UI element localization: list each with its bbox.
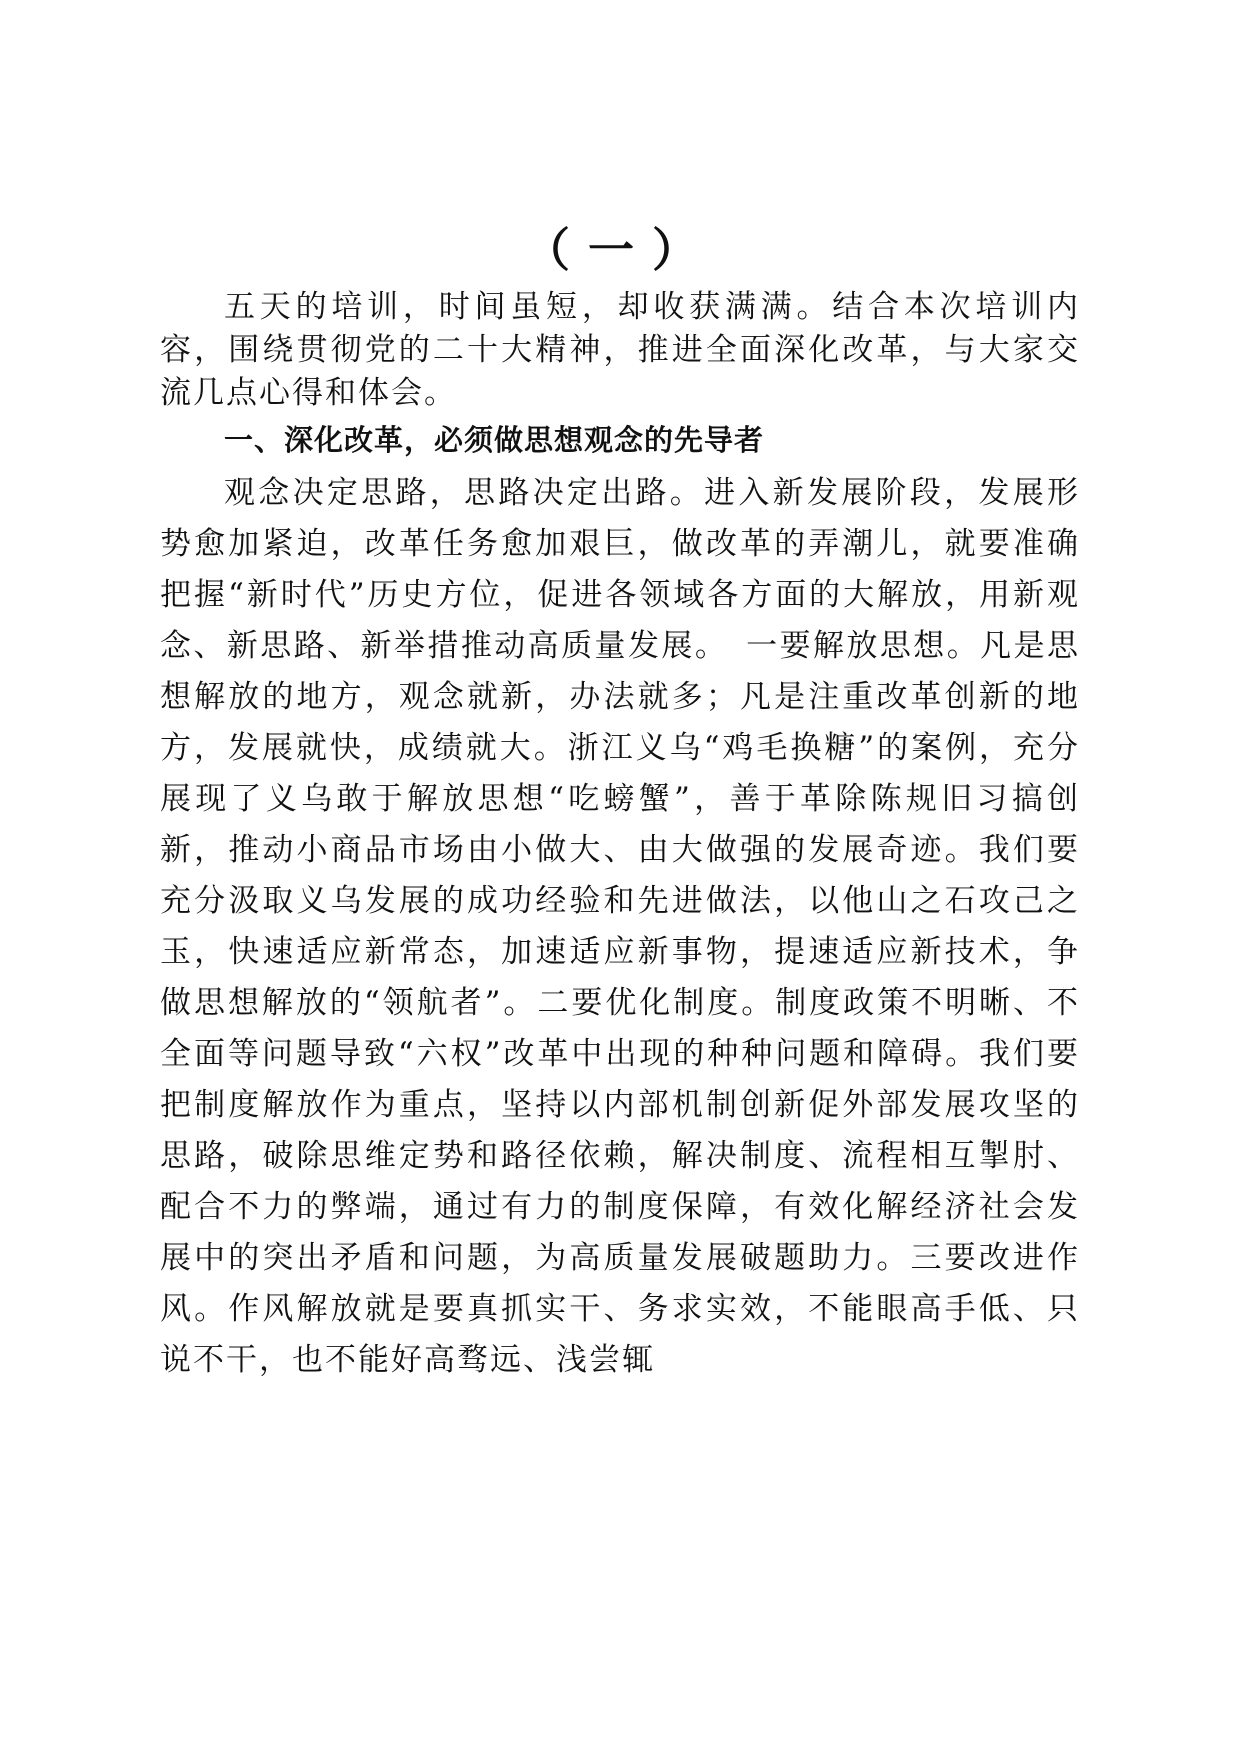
document-content bbox=[160, 220, 1080, 1386]
body-paragraph: 观念决定思路，思路决定出路。进入新发展阶段，发展形势愈加紧迫，改革任务愈加艰巨，做改革的弄潮儿，就要准确把握“新时代”历史方位，促进各领域各方面的大解放，用新观念、新思路、新举措推动高质量发展。 一要解放思想。凡是思想解放的地方，观念就新，办法就多；凡是注重改革创新的地方，发展就快，成绩就大。浙江义乌“鸡毛换糖”的案例，充分展现了义乌敢于解放思想“吃螃蟹”，善于革除陈规旧习搞创新，推动小商品市场由小做大、由大做强的发展奇迹。我们要充分汲取义乌发展的成功经验和先进做法，以他山之石攻己之玉，快速适应新常态，加速适应新事物，提速适应新技术，争做思想解放的“领航者”。二要优化制度。制度政策不明晰、不全面等问题导致“六权”改革中出现的种种问题和障碍。我们要把制度解放作为重点，坚持以内部机制创新促外部发展攻坚的思路，破除思维定势和路径依赖，解决制度、流程相互掣肘、配合不力的弊端，通过有力的制度保障，有效化解经济社会发展中的突出矛盾和问题，为高质量发展破题助力。三要改进作风。作风解放就是要真抓实干、务求实效，不能眼高手低、只说不干，也不能好高骛远、浅尝辄 bbox=[160, 475, 1080, 1378]
section-title: （一） bbox=[524, 223, 716, 277]
intro-paragraph: 五天的培训，时间虽短，却收获满满。结合本次培训内容，围绕贯彻党的二十大精神，推进全面深化改革，与大家交流几点心得和体会。 bbox=[160, 289, 1080, 411]
section-heading-1: 一、深化改革，必须做思想观念的先导者 bbox=[224, 423, 765, 457]
